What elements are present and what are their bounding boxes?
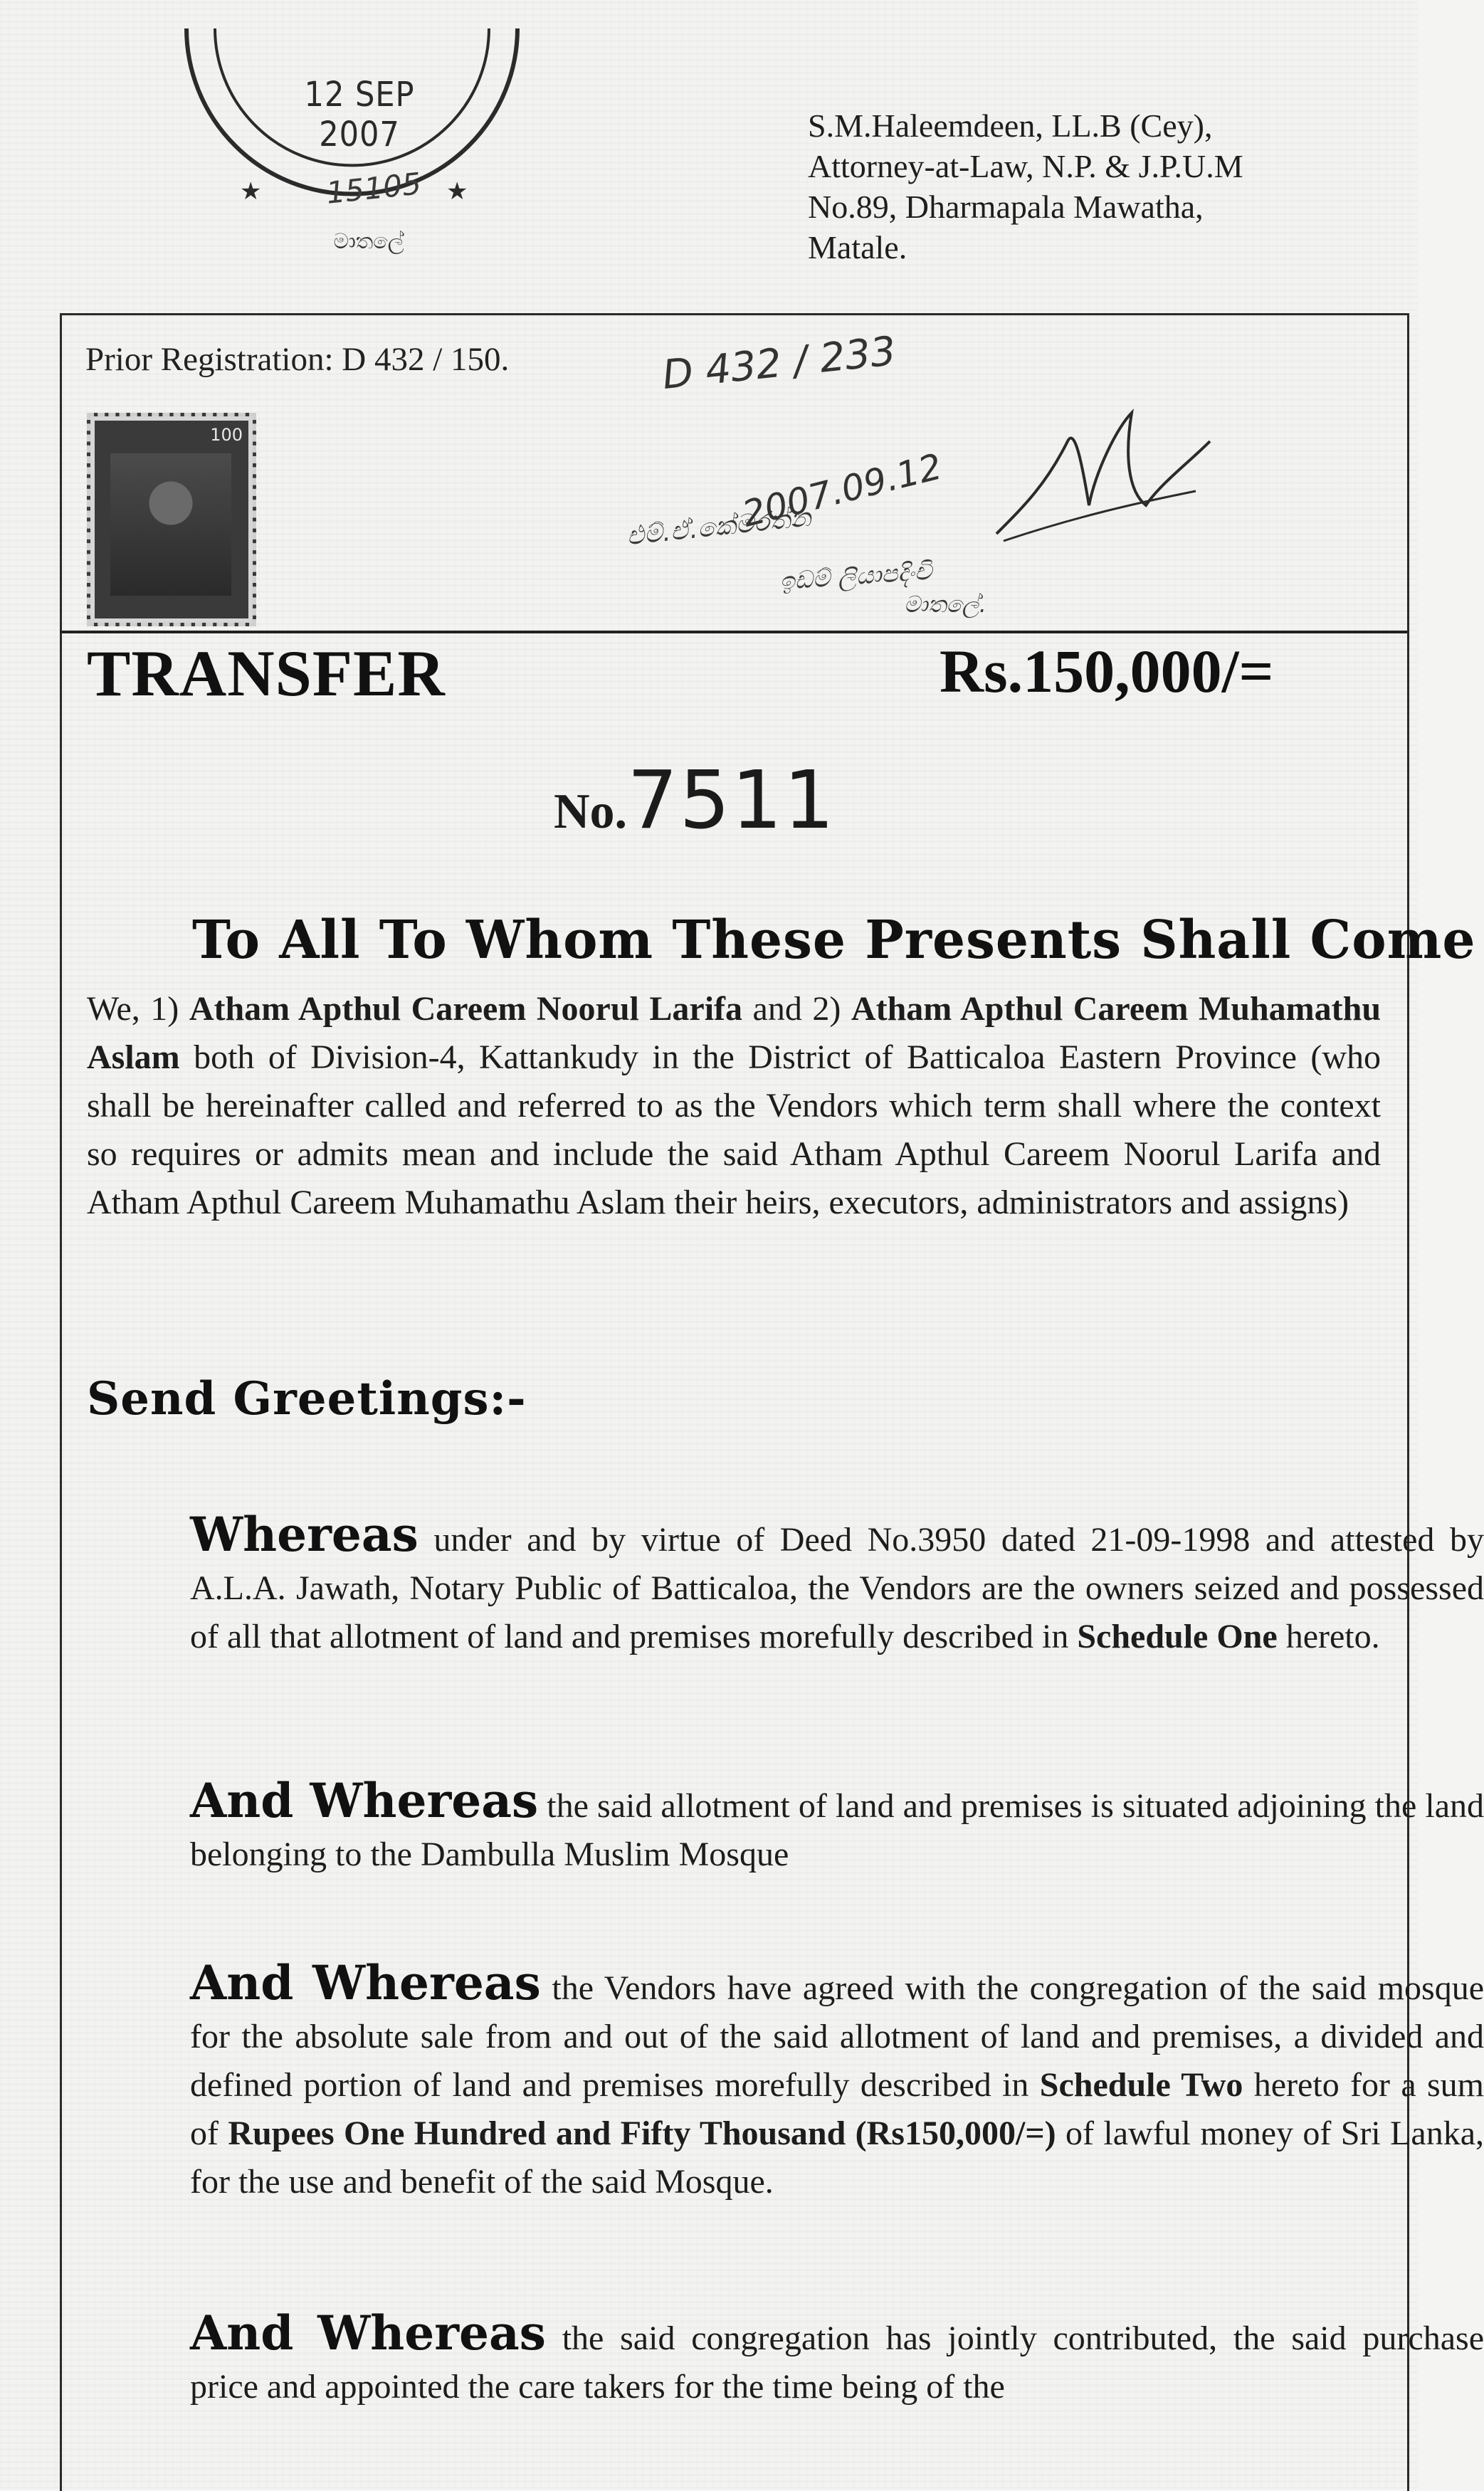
vendors-paragraph [87, 985, 1381, 1227]
and-whereas-lead: And Whereas [190, 1773, 539, 1828]
postage-value: 100 [210, 425, 243, 445]
p2-text-2: hereto. [1277, 1618, 1380, 1655]
deed-number-value: 7511 [627, 754, 836, 847]
whereas-paragraph-3 [87, 1955, 1484, 2206]
deed-amount: Rs.150,000/= [940, 637, 1274, 705]
postage-stamp [87, 413, 256, 626]
registration-divider [60, 631, 1407, 633]
p4-text-1: the Vendors have agreed with the congregation of the said mosque for the absolute sale from and out of the said allotment of land and premises, a divided and defined portion of land and premises morefully described in [190, 1969, 1484, 2104]
and-whereas-lead: And Whereas [190, 2305, 546, 2361]
stamp-ring-text: මාතලේ [333, 229, 404, 254]
letterhead-line-1: S.M.Haleemdeen, LL.B (Cey), [808, 107, 1213, 144]
p1-text-2: and 2) [742, 990, 851, 1028]
whereas-lead: Whereas [190, 1507, 419, 1562]
stamp-date: 12 SEP 2007 [304, 75, 415, 154]
registrar-seal-line-1: එම්.ඒ.කේමරත්න [625, 502, 813, 552]
handwritten-reference: D 432 / 233 [660, 327, 898, 399]
svg-text:★: ★ [446, 177, 468, 206]
deed-title: TRANSFER [87, 637, 446, 710]
attorney-letterhead [808, 105, 1391, 268]
p1-text-3: both of Division-4, Kattankudy in the District of Batticaloa Eastern Province (who shall be hereinafter called and referred to as the Vendors which term shall where the context so requires or admits mean and include the said Atham Apthul Careem Noorul Larifa and Atham Apthul Careem Muhamathu Aslam their heirs, executors, administrators and assigns) [87, 1038, 1381, 1221]
letterhead-line-4: Matale. [808, 229, 907, 265]
p5-text-1: the said congregation has jointly contributed, the said purchase price and appointed the care takers for the time being of the [190, 2319, 1484, 2406]
p3-text-1: the said allotment of land and premises is situated adjoining the land belonging to the Dambulla Muslim Mosque [190, 1787, 1484, 1873]
whereas-paragraph-2 [87, 1773, 1484, 1879]
vendor-2-name: Atham Apthul Careem Muhamathu Aslam [87, 990, 1382, 1076]
schedule-two-ref: Schedule Two [1039, 2066, 1243, 2104]
prior-registration: Prior Registration: D 432 / 150. [85, 341, 510, 378]
registrar-seal-line-3: මාතලේ. [904, 591, 986, 618]
whereas-paragraph-1 [87, 1507, 1484, 1661]
p1-text-1: We, 1) [87, 990, 189, 1028]
presents-heading: To All To Whom These Presents Shall Come [192, 910, 1476, 971]
vendor-1-name: Atham Apthul Careem Noorul Larifa [189, 990, 743, 1028]
p4-text-2: hereto for a sum of [190, 2066, 1484, 2152]
whereas-paragraph-4 [87, 2305, 1484, 2411]
p4-text-3: of lawful money of Sri Lanka, for the use and benefit of the said Mosque. [190, 2115, 1484, 2201]
deed-number-label: No. [554, 784, 628, 839]
p2-text-1: under and by virtue of Deed No.3950 dated 21-09-1998 and attested by A.L.A. Jawath, Notary Public of Batticaloa, the Vendors are the owners seized and possessed of all that allotment of land and premises morefully described in [190, 1521, 1484, 1655]
registrar-seal-line-2: ඉඩම් ලියාපදිංචි [778, 557, 933, 596]
greeting-heading: Send Greetings:- [87, 1372, 527, 1426]
postage-stamp-image [110, 453, 231, 596]
letterhead-line-2: Attorney-at-Law, N.P. & J.P.U.M [808, 148, 1243, 184]
letterhead-line-3: No.89, Dharmapala Mawatha, [808, 189, 1204, 225]
stamp-number: 15105 [324, 166, 423, 211]
and-whereas-lead: And Whereas [190, 1955, 541, 2011]
svg-text:★: ★ [240, 177, 262, 206]
handwritten-date: 2007.09.12 [738, 446, 947, 535]
price-in-words: Rupees One Hundred and Fifty Thousand (Rs150,000/=) [228, 2115, 1056, 2152]
deed-number [554, 754, 836, 847]
registrar-signature [982, 399, 1224, 555]
schedule-one-ref: Schedule One [1077, 1618, 1278, 1655]
